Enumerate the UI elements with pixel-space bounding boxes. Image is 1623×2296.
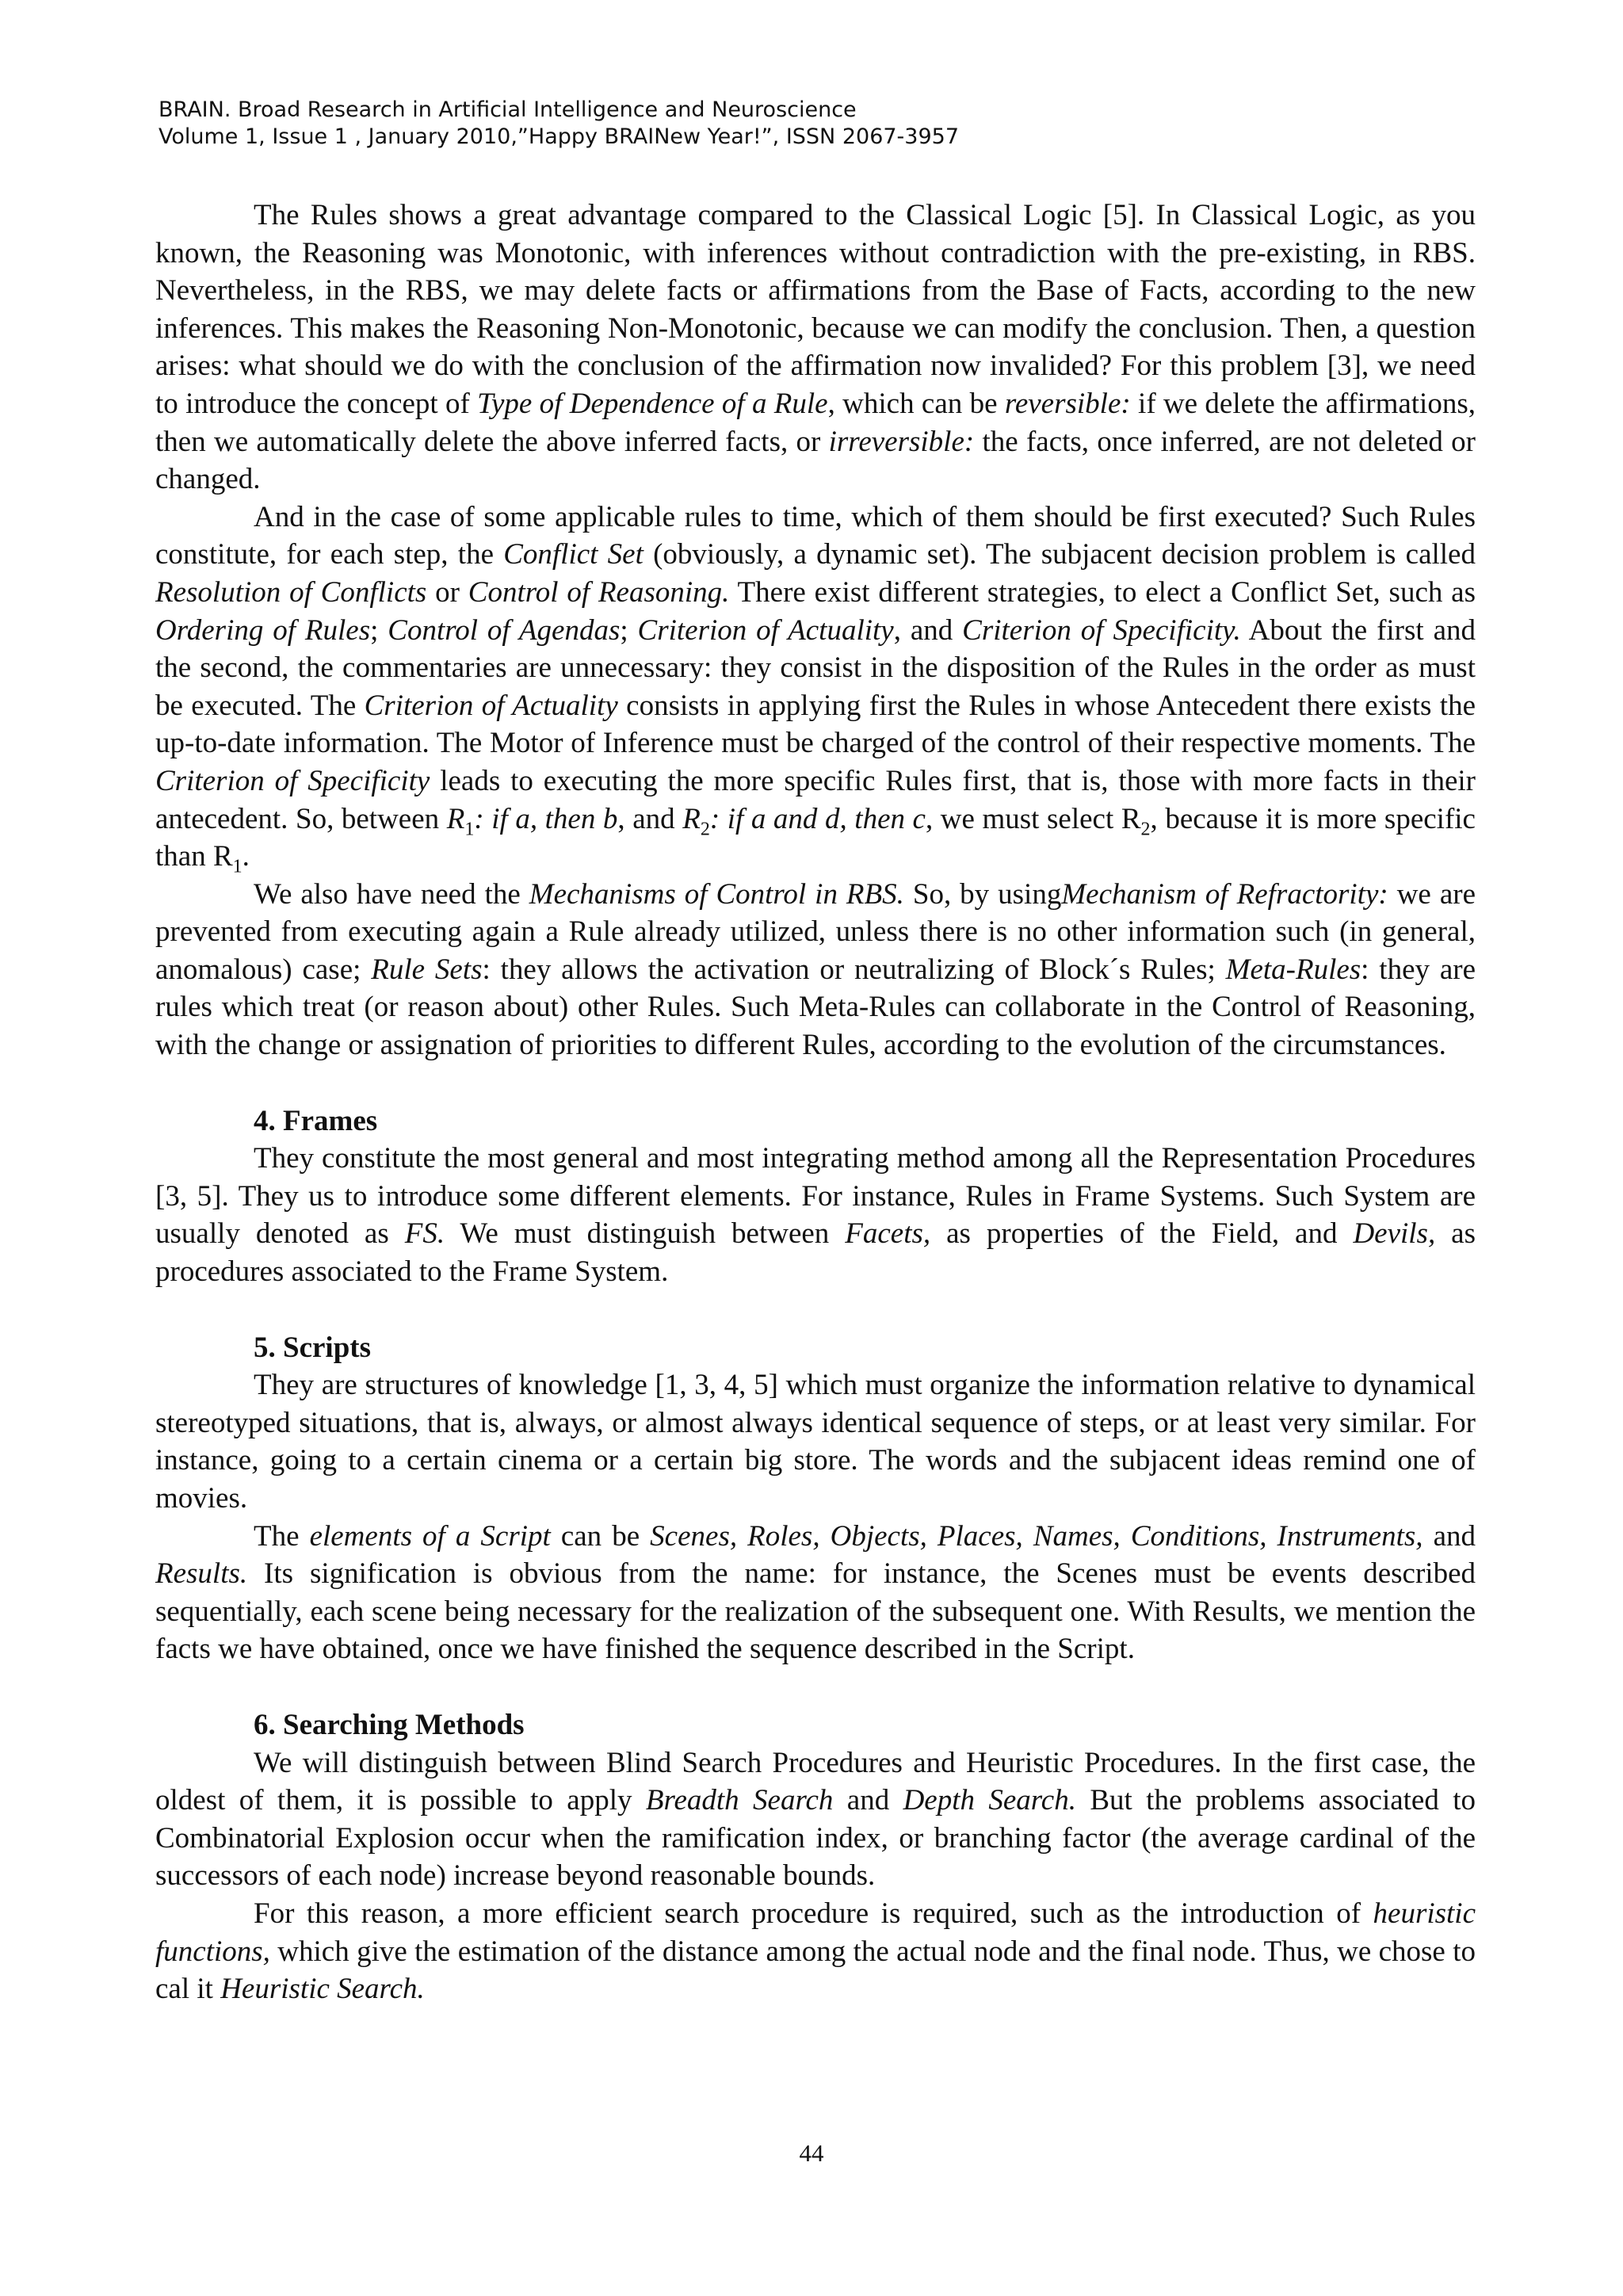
paragraph-heuristic-search: For this reason, a more efficient search procedure is required, such as the introduction of heuristic functions, which give the estimation of the distance among the actual node and the final node. Thus, we chose to cal it Heuristic Search. [155, 1897, 1476, 2006]
paragraph-frames: They constitute the most general and most integrating method among all the Representation Procedures [3, 5]. They us to introduce some different elements. For instance, Rules in Frame Systems. Such System are usually denoted as FS. We must distinguish between Facets, as properties of the Field, and Devils, as procedures associated to the Frame System. [155, 1142, 1476, 1289]
journal-title: BRAIN. Broad Research in Artificial Intelligence and Neuroscience [158, 97, 857, 122]
section-heading-searching-methods: 6. Searching Methods [254, 1708, 525, 1741]
page-number: 44 [799, 2139, 824, 2167]
journal-header [158, 97, 959, 151]
paragraph-scripts-structures: They are structures of knowledge [1, 3, 4, 5] which must organize the information relative to dynamical stereotyped situations, that is, always, or almost always identical sequence of steps, or at least very similar. For instance, going to a certain cinema or a certain big store. The words and the subjacent ideas remind one of movies. [155, 1369, 1476, 1515]
section-heading-scripts: 5. Scripts [254, 1331, 371, 1364]
paragraph-mechanisms-of-control: We also have need the Mechanisms of Control in RBS. So, by usingMechanism of Refractority: we are prevented from executing again a Rule already utilized, unless there is no other information such (in general, anomalous) case; Rule Sets: they allows the activation or neutralizing of Block´s Rules; Meta-Rules: they are rules which treat (or reason about) other Rules. Such Meta-Rules can collaborate in the Control of Reasoning, with the change or assignation of priorities to different Rules, according to the evolution of the circumstances. [155, 877, 1476, 1062]
paragraph-script-elements: The elements of a Script can be Scenes, Roles, Objects, Places, Names, Conditions, Instruments, and Results. Its signification is obvious from the name: for instance, the Scenes must be events described sequentially, each scene being necessary for the realization of the subsequent one. With Results, we mention the facts we have obtained, once we have finished the sequence described in the Script. [155, 1519, 1476, 1666]
section-heading-frames: 4. Frames [254, 1104, 378, 1137]
article-body [155, 197, 1476, 2008]
paragraph-conflict-set: And in the case of some applicable rules to time, which of them should be first executed? Such Rules constitute, for each step, the Conflict Set (obviously, a dynamic set). The subjacent decision problem is called Resolution of Conflicts or Control of Reasoning. There exist different strategies, to elect a Conflict Set, such as Ordering of Rules; Control of Agendas; Criterion of Actuality, and Criterion of Specificity. About the first and the second, the commentaries are unnecessary: they consist in the disposition of the Rules in the order as must be executed. The Criterion of Actuality consists in applying first the Rules in whose Antecedent there exists the up-to-date information. The Motor of Inference must be charged of the control of their respective moments. The Criterion of Specificity leads to executing the more specific Rules first, that is, those with more facts in their antecedent. So, between $R_1$: if a, then b, and $R_2$: if a and d, then c, we must select $R_2$, because it is more specific than $R_1$. [155, 500, 1476, 877]
paragraph-blind-search: We will distinguish between Blind Search Procedures and Heuristic Procedures. In the first case, the oldest of them, it is possible to apply Breadth Search and Depth Search. But the problems associated to Combinatorial Explosion occur when the ramification index, or branching factor (the average cardinal of the successors of each node) increase beyond reasonable bounds. [155, 1746, 1476, 1893]
journal-issue: Volume 1, Issue 1 , January 2010,”Happy BRAINew Year!”, ISSN 2067-3957 [158, 124, 960, 149]
paragraph-rules-advantage: The Rules shows a great advantage compared to the Classical Logic [5]. In Classical Logic, as you known, the Reasoning was Monotonic, with inferences without contradiction with the pre-existing, in RBS. Nevertheless, in the RBS, we may delete facts or affirmations from the Base of Facts, according to the new inferences. This makes the Reasoning Non-Monotonic, because we can modify the conclusion. Then, a question arises: what should we do with the conclusion of the affirmation now invalided? For this problem [3], we need to introduce the concept of Type of Dependence of a Rule, which can be reversible: if we delete the affirmations, then we automatically delete the above inferred facts, or irreversible: the facts, once inferred, are not deleted or changed. [155, 199, 1476, 496]
